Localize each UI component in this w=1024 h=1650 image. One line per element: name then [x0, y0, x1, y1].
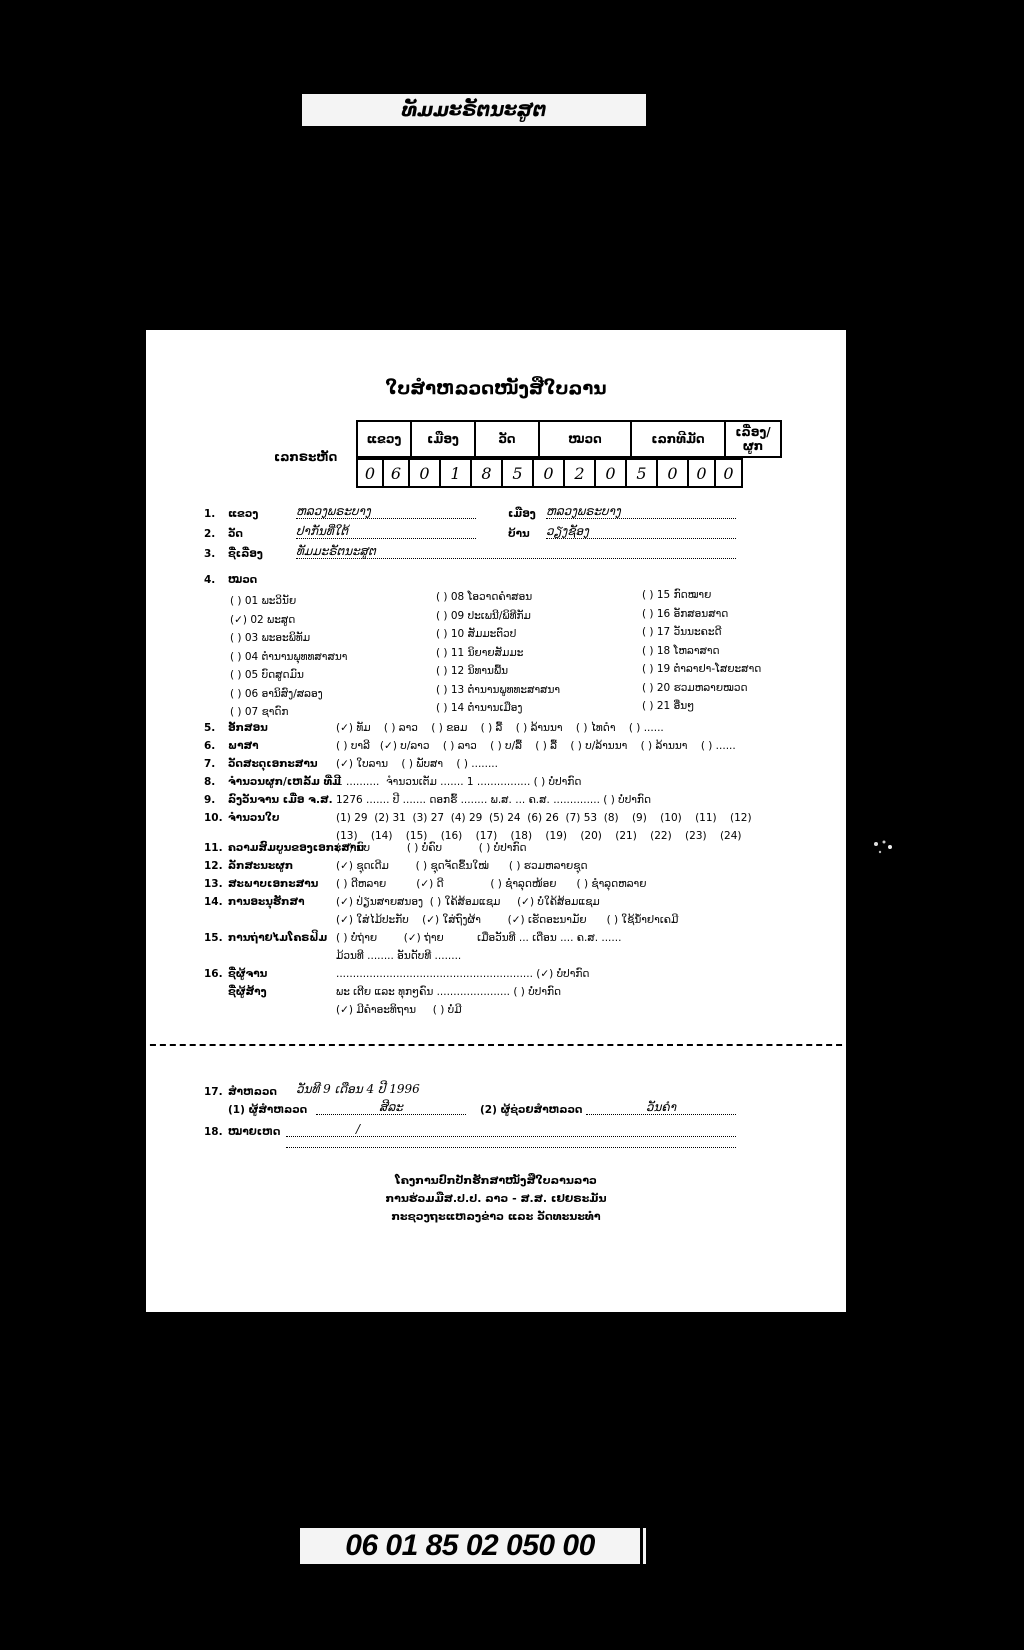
- code-digit: 5: [502, 459, 533, 487]
- category-option: ( ) 12 ນິທານພື້ນ: [436, 665, 509, 677]
- form-title: ໃບສໍາຫລວດໜັງສືໃບລານ: [385, 378, 607, 399]
- footer-line: ໂຄງການປົກປັກຮັກສາໜັງສືໃບລານລາວ: [395, 1174, 597, 1187]
- field-number: 6.: [204, 740, 216, 752]
- field-label: ຊື່ຜູ້ຈານ: [228, 968, 268, 980]
- category-option: ( ) 18 ໂຫລາສາດ: [642, 644, 720, 657]
- field-number: 10.: [204, 812, 223, 824]
- header-strip: ທັມມະຣັຕນະສູຕ: [302, 94, 646, 126]
- footer-line: ກະຊວງຖະແຫລງຂ່າວ ແລະ ວັດທະນະທໍາ: [391, 1210, 601, 1223]
- code-header: ເລື່ອງ/ຜູກ: [725, 421, 781, 457]
- code-digit: 0: [657, 459, 688, 487]
- field-number: 14.: [204, 896, 223, 908]
- temple-value: ປາກັນທີ່ໃຕ້: [296, 524, 476, 539]
- category-option: ( ) 05 ບົດສູດມົນ: [230, 669, 304, 681]
- field-number: 11.: [204, 842, 223, 854]
- field-options: ( ) ບາລີ (✓) ບ/ລາວ ( ) ລາວ ( ) ບ/ລື້ ( ) ລື້ ( ) ບ/ລ້ານນາ ( ) ລ້ານນາ ( ) ......: [336, 740, 736, 752]
- field-options: ພະ ເຕີຍ ແລະ ທຸກໆຄົນ ...................... ( ) ບໍ່ປາກົດ: [336, 986, 562, 998]
- field-number: 13.: [204, 878, 223, 890]
- field-number: 15.: [204, 932, 223, 944]
- category-option: ( ) 10 ສັມມະຕົວປ: [436, 628, 517, 640]
- code-digit: 6: [383, 459, 409, 487]
- category-label: ໝວດ: [228, 574, 258, 586]
- field-options: ( ) ບໍ່ຖ່າຍ (✓) ຖ່າຍ ເມື່ອວັນທີ ... ເດືອນ .... ຄ.ສ. ......: [336, 932, 622, 944]
- surveyor-value: ສີລະ: [316, 1100, 466, 1115]
- category-option: ( ) 06 ອານິສົງ/ສລອງ: [230, 687, 323, 700]
- code-digit: 0: [409, 459, 440, 487]
- code-digit: 0: [715, 459, 742, 487]
- field-number: 5.: [204, 722, 216, 734]
- field-number: 3.: [204, 548, 216, 560]
- survey-label: ສໍາຫລວດ: [228, 1086, 277, 1098]
- note-value: /: [286, 1122, 736, 1137]
- category-option: (✓) 02 ພະສູດ: [230, 613, 296, 626]
- code-digit: 2: [564, 459, 595, 487]
- code-header: ໝວດ: [539, 421, 631, 457]
- field-label: ຄວາມສົມບູນຂອງເອກະສານ: [228, 842, 365, 854]
- survey-form-sheet: [146, 330, 846, 1312]
- field-options: 1 .......... ຈໍານວນເຕັມ ....... 1 ................ ( ) ບໍ່ປາກົດ: [336, 776, 582, 788]
- category-option: ( ) 20 ຮວມຫລາຍໝວດ: [642, 681, 748, 694]
- field-label: ອັກສອນ: [228, 722, 268, 734]
- field-number: 17.: [204, 1086, 223, 1098]
- field-number: 12.: [204, 860, 223, 872]
- district-value: ຫລວງພຣະບາງ: [546, 504, 736, 519]
- province-label: ແຂວງ: [228, 508, 259, 520]
- survey-date: ວັນທີ 9 ເດືອນ 4 ປີ 1996: [296, 1082, 420, 1096]
- category-option: ( ) 04 ຕໍານານພຸທທສາສນາ: [230, 650, 348, 663]
- category-option: ( ) 13 ຕໍານານພູທທະສາສນາ: [436, 683, 561, 696]
- code-digit: 0: [688, 459, 715, 487]
- field-label: ສະພາບເອກະສານ: [228, 878, 319, 890]
- footer-strip: 06 01 85 02 050 00: [300, 1528, 640, 1564]
- note-label: ໝາຍເຫດ: [228, 1126, 281, 1138]
- code-table: [356, 420, 782, 458]
- field-options: (✓) ທັມ ( ) ລາວ ( ) ຂອມ ( ) ລື້ ( ) ລ້ານນາ ( ) ໄທດໍາ ( ) ......: [336, 722, 664, 734]
- title-value: ທັມມະຣັຕນະສູຕ: [296, 544, 736, 559]
- category-option: ( ) 19 ຕໍາລາຢາ-ໂສຍະສາດ: [642, 663, 762, 675]
- field-label: ການຖ່າຍໄມໂຄຣຟິມ: [228, 932, 328, 944]
- field-options: (✓) ໃສ່ໄມ້ປະກັບ (✓) ໃສ່ຖົງຜ້າ (✓) ເຮັດອະນາມັຍ ( ) ໃຊ້ນໍ້າຢາເຄມີ: [336, 914, 679, 926]
- title-label: ຊື່ເລື່ອງ: [228, 548, 263, 560]
- code-digit: 0: [595, 459, 626, 487]
- field-label: ການອະນຸຮັກສາ: [228, 896, 305, 908]
- code-label: ເລກຣະຫັດ: [274, 450, 338, 464]
- assistant-value: ວັນຄໍາ: [586, 1100, 736, 1115]
- category-option: ( ) 14 ຕໍານານເມືອງ: [436, 702, 523, 714]
- category-option: ( ) 08 ໂອວາດຄໍາສອນ: [436, 591, 533, 603]
- field-options: (✓) ຊຸດເດີມ ( ) ຊຸດຈັດຂຶ້ນໃໝ່ ( ) ຮວມຫລາຍຊຸດ: [336, 860, 588, 872]
- field-label: ລົງວັນຈານ ເມື່ອ ຈ.ສ.: [228, 794, 333, 806]
- code-header: ແຂວງ: [357, 421, 411, 457]
- field-number: 2.: [204, 528, 216, 540]
- village-label: ບ້ານ: [508, 528, 530, 540]
- field-options: (✓) ຄົບ ( ) ບໍ່ຄົບ ( ) ບໍ່ປາກົດ: [336, 842, 527, 854]
- field-options: (✓) ປ່ຽນສາຍສນອງ ( ) ໃຄ້ສ້ອມແຊມ (✓) ບໍ່ໃຄ້ສ້ອມແຊມ: [336, 896, 600, 908]
- assistant-label: (2) ຜູ້ຊ່ວຍສໍາຫລວດ: [480, 1104, 583, 1116]
- category-option: ( ) 11 ນິຍາຍສັມມະ: [436, 646, 524, 659]
- code-header: ເລກທີມັດ: [631, 421, 725, 457]
- field-number: 9.: [204, 794, 216, 806]
- category-option: ( ) 15 ກົດໝາຍ: [642, 589, 712, 601]
- field-options: ........................................................... (✓) ບໍ່ປາກົດ: [336, 968, 590, 980]
- field-label: ວັດສະດຸເອກະສານ: [228, 758, 318, 770]
- category-option: ( ) 09 ປະເພນີ/ພິທີກັມ: [436, 609, 531, 622]
- category-option: ( ) 01 ພະວິນັຍ: [230, 595, 297, 607]
- code-digit: 1: [440, 459, 471, 487]
- category-option: ( ) 17 ວັນນະຄະດີ: [642, 626, 722, 638]
- field-options: ( ) ດີຫລາຍ (✓) ດີ ( ) ຊໍາລຸດໜ້ອຍ ( ) ຊໍາລຸດຫລາຍ: [336, 878, 647, 890]
- field-options: (✓) ໃບລານ ( ) ພັບສາ ( ) ........: [336, 758, 498, 770]
- field-label: ພາສາ: [228, 740, 259, 752]
- category-col-1: [230, 592, 347, 722]
- surveyor-label: (1) ຜູ້ສໍາຫລວດ: [228, 1104, 308, 1116]
- note-line: [286, 1146, 736, 1148]
- district-label: ເມືອງ: [508, 508, 536, 520]
- footer-line: ການຮ່ວມມືສ.ປ.ປ. ລາວ - ສ.ສ. ເຢຍຣະມັນ: [385, 1192, 607, 1205]
- field-number: 1.: [204, 508, 216, 520]
- code-header: ເມືອງ: [411, 421, 475, 457]
- category-option: ( ) 03 ພະອະພິທັມ: [230, 632, 311, 644]
- form-footer: [146, 1172, 846, 1226]
- category-option: ( ) 21 ອື່ນໆ: [642, 700, 695, 712]
- province-value: ຫລວງພຣະບາງ: [296, 504, 476, 519]
- category-option: ( ) 07 ຊາດົກ: [230, 706, 289, 718]
- field-number: 7.: [204, 758, 216, 770]
- field-number: 16.: [204, 968, 223, 980]
- field-options: (13) (14) (15) (16) (17) (18) (19) (20) (21) (22) (23) (24): [336, 830, 742, 842]
- category-option: ( ) 16 ອັກສອນສາດ: [642, 607, 729, 620]
- scan-speck: [870, 838, 900, 856]
- field-label: ຊື່ຜູ້ສ້າງ: [228, 986, 267, 998]
- code-digit: 8: [471, 459, 502, 487]
- field-options: ມ້ວນທີ ........ ອັນດັບທີ ........: [336, 950, 462, 962]
- field-number: 8.: [204, 776, 216, 788]
- field-number: 18.: [204, 1126, 223, 1138]
- field-label: ຈໍານວນໃບ: [228, 812, 280, 824]
- code-digit: 5: [626, 459, 657, 487]
- code-digit: 0: [533, 459, 564, 487]
- code-digits: [356, 458, 743, 488]
- category-col-3: [642, 586, 761, 716]
- code-header: ວັດ: [475, 421, 539, 457]
- field-options: (1) 29 (2) 31 (3) 27 (4) 29 (5) 24 (6) 26 (7) 53 (8) (9) (10) (11) (12): [336, 812, 752, 824]
- field-label: ຈໍານວນຜູກ/ເຫລັ້ມ ທີ່ມີ: [228, 776, 341, 788]
- field-options: 1276 ....... ປີ ....... ດອກຮົ້ ........ ພ.ສ. ... ຄ.ສ. .............. ( ) ບໍ່ປາກົດ: [336, 794, 651, 806]
- temple-label: ວັດ: [228, 528, 243, 540]
- field-label: ລັກສະນະຜູກ: [228, 860, 294, 872]
- dashed-divider: [140, 1044, 852, 1046]
- field-options: (✓) ມີຄໍາອະທິຖານ ( ) ບໍ່ມີ: [336, 1004, 462, 1016]
- field-number: 4.: [204, 574, 216, 586]
- code-digit: 0: [357, 459, 383, 487]
- category-col-2: [436, 588, 560, 718]
- village-value: ວຽງຊັອງ: [546, 524, 736, 539]
